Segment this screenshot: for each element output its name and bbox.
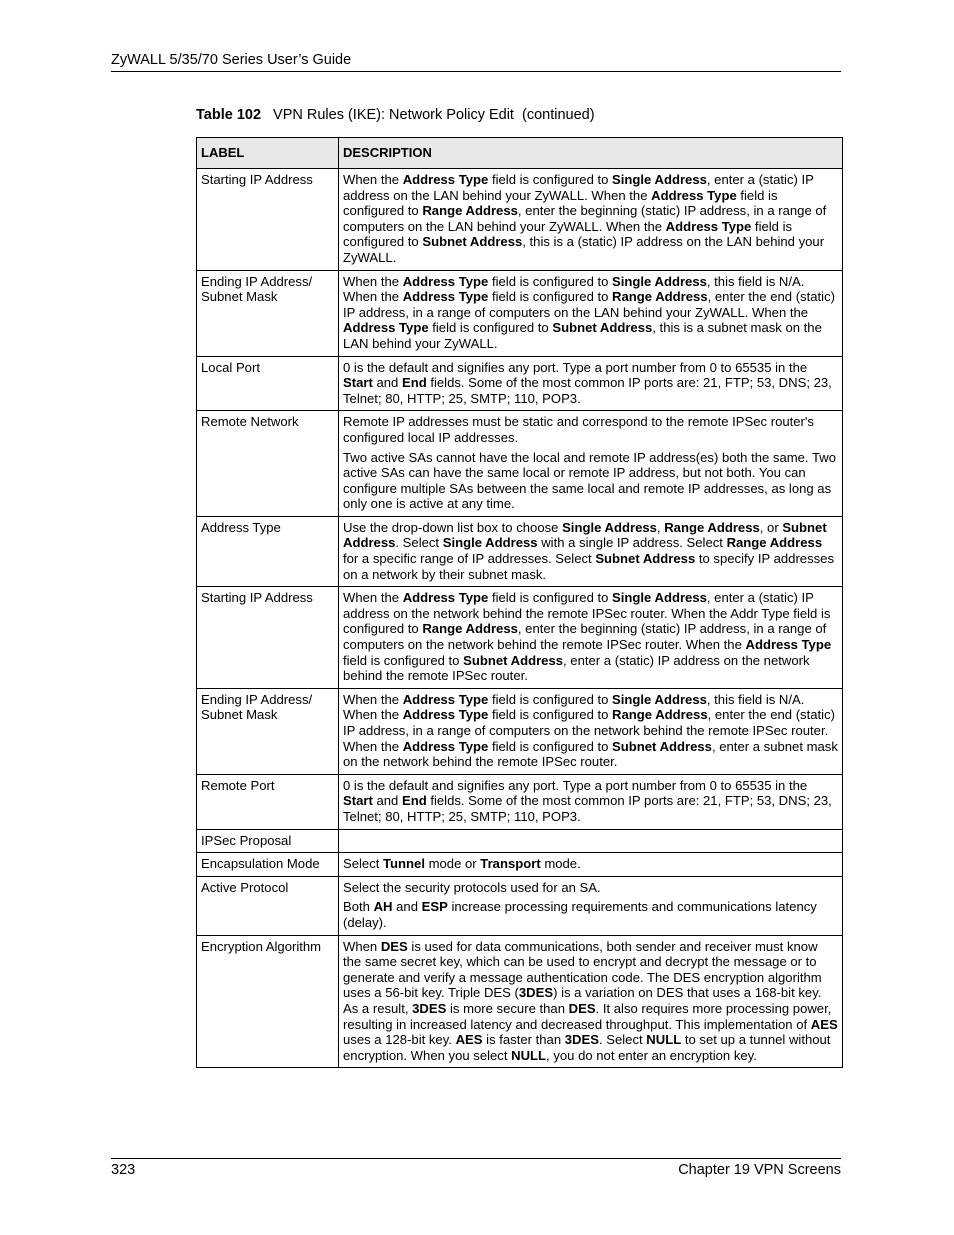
bold-term: Address Type (402, 590, 489, 606)
description-paragraph (343, 692, 838, 770)
row-label: Remote Network (197, 411, 339, 517)
description-paragraph (343, 899, 838, 930)
text-run: , or (759, 519, 783, 535)
bold-term: Range Address (612, 289, 708, 305)
bold-term: Range Address (422, 621, 518, 637)
table-row (197, 516, 843, 586)
table-row (197, 169, 843, 271)
bold-term: Range Address (664, 519, 760, 535)
text-run: , enter the end (static) IP address, in a range of computers on the network behind the remote IPSec router. When the (343, 707, 835, 754)
table-row (197, 270, 843, 356)
text-run: and (372, 375, 402, 391)
bold-term: Address Type (402, 707, 489, 723)
text-run: fields. Some of the most common IP ports are: 21, FTP; 53, DNS; 23, Telnet; 80, HTTP; 25, SMTP; 110, POP3. (343, 375, 832, 406)
text-run: field is configured to (343, 187, 778, 219)
bold-term: Address Type (745, 637, 832, 653)
page-header (111, 51, 841, 72)
row-label: Ending IP Address/ Subnet Mask (197, 688, 339, 774)
page-number: 323 (111, 1162, 136, 1178)
bold-term: Transport (480, 856, 541, 872)
text-run: field is configured to (488, 590, 613, 606)
row-description (339, 935, 843, 1068)
bold-term: Subnet Address (612, 738, 712, 754)
description-paragraph (343, 520, 838, 582)
text-run: , this is a subnet mask on the LAN behind your ZyWALL. (343, 320, 822, 351)
table-row (197, 411, 843, 517)
table-body (197, 169, 843, 1068)
text-run: fields. Some of the most common IP ports are: 21, FTP; 53, DNS; 23, Telnet; 80, HTTP; 25, SMTP; 110, POP3. (343, 793, 832, 824)
row-label: Encapsulation Mode (197, 853, 339, 877)
row-description (339, 774, 843, 829)
description-paragraph (343, 450, 838, 512)
bold-term: Single Address (612, 172, 707, 187)
text-run: , this field is N/A. When the (343, 273, 805, 305)
text-run: . Select (395, 535, 443, 551)
text-run: and (392, 899, 422, 915)
text-run: When the (343, 691, 403, 707)
bold-term: NULL (511, 1047, 547, 1063)
text-run: 0 is the default and signifies any port. Type a port number from 0 to 65535 in the (343, 359, 808, 375)
description-paragraph (343, 172, 838, 266)
text-run: uses a 128-bit key. (343, 1032, 456, 1048)
description-paragraph (343, 590, 838, 684)
text-run: is faster than (482, 1032, 565, 1048)
bold-term: Range Address (612, 707, 708, 723)
table-row (197, 876, 843, 935)
table-header-row (197, 138, 843, 169)
bold-term: Single Address (442, 535, 538, 551)
row-description (339, 270, 843, 356)
bold-term: Single Address (562, 519, 657, 535)
text-run: , (656, 519, 665, 535)
text-run: Two active SAs cannot have the local and remote IP address(es) both the same. Two active SAs can have the same local or remote IP address, but not both. You can configure multiple SAs between the same local and remote IP addresses, as long as only one is active at any time. (343, 449, 836, 512)
text-run: field is configured to (428, 320, 553, 336)
row-label: Address Type (197, 516, 339, 586)
text-run: , you do not enter an encryption key. (546, 1047, 757, 1063)
text-run: 0 is the default and signifies any port. Type a port number from 0 to 65535 in the (343, 777, 808, 793)
text-run: mode. (540, 856, 581, 872)
row-description (339, 829, 843, 853)
row-label: Encryption Algorithm (197, 935, 339, 1068)
text-run: to specify IP addresses on a network by their subnet mask. (343, 551, 835, 582)
text-run: , enter the beginning (static) IP address, in a range of computers on the LAN behind your ZyWALL. When the (343, 203, 827, 234)
text-run: , this field is N/A. When the (343, 691, 805, 723)
row-description (339, 853, 843, 877)
page-footer (111, 1158, 841, 1178)
description-paragraph (343, 778, 838, 825)
bold-term: Subnet Address (422, 234, 523, 250)
bold-term: 3DES (518, 985, 554, 1001)
bold-term: Address Type (402, 273, 489, 289)
label-column-header: LABEL (197, 138, 339, 169)
text-run: and (372, 793, 402, 809)
text-run: When (343, 938, 381, 954)
text-run: , this is a (static) IP address on the LAN behind your ZyWALL. (343, 234, 825, 265)
bold-term: 3DES (412, 1000, 447, 1016)
text-run: Remote IP addresses must be static and correspond to the remote IPSec router's configured local IP addresses. (343, 414, 814, 445)
table-row (197, 587, 843, 689)
text-run: , enter a (static) IP address on the network behind the remote IPSec router. When the Addr Type field is configured to (343, 590, 831, 637)
row-label: Remote Port (197, 774, 339, 829)
bold-term: Start (343, 793, 373, 809)
text-run: field is configured to (488, 172, 613, 187)
row-label: Starting IP Address (197, 169, 339, 271)
row-label: IPSec Proposal (197, 829, 339, 853)
text-run: field is configured to (488, 691, 613, 707)
text-run: to set up a tunnel without encryption. When you select (343, 1032, 831, 1063)
table-title: VPN Rules (IKE): Network Policy Edit (continued) (273, 107, 595, 123)
bold-term: Address Type (402, 289, 489, 305)
vpn-rules-table (196, 137, 843, 1068)
text-run: Select (343, 856, 384, 872)
row-label: Starting IP Address (197, 587, 339, 689)
bold-term: NULL (646, 1032, 682, 1048)
table-row (197, 688, 843, 774)
bold-term: AH (373, 899, 393, 915)
text-run: , enter a (static) IP address on the network behind the remote IPSec router. (343, 652, 810, 684)
table-caption (196, 107, 595, 123)
text-run: field is configured to (488, 289, 613, 305)
row-description (339, 169, 843, 271)
description-paragraph (343, 414, 838, 445)
text-run: increase processing requirements and communications latency (delay). (343, 899, 817, 930)
row-description (339, 688, 843, 774)
text-run: field is configured to (343, 218, 793, 250)
text-run: with a single IP address. Select (537, 535, 727, 551)
bold-term: Address Type (665, 218, 752, 234)
row-description (339, 411, 843, 517)
row-description (339, 587, 843, 689)
text-run: , enter a (static) IP address on the LAN behind your ZyWALL. When the (343, 172, 814, 203)
text-run: mode or (424, 856, 481, 872)
bold-term: Start (343, 375, 373, 391)
description-paragraph (343, 939, 838, 1064)
bold-term: Address Type (343, 320, 429, 336)
bold-term: Tunnel (383, 856, 425, 872)
bold-term: Single Address (612, 691, 707, 707)
bold-term: Address Type (402, 691, 489, 707)
text-run: . Select (598, 1032, 647, 1048)
text-run: , enter the end (static) IP address, in a range of computers on the LAN behind your ZyWALL. When the (343, 289, 835, 320)
bold-term: 3DES (564, 1032, 599, 1048)
table-row (197, 935, 843, 1068)
row-label: Local Port (197, 356, 339, 411)
text-run: . It also requires more processing power, resulting in increased latency and decreased throughput. This implementation of (343, 1000, 832, 1032)
text-run: When the (343, 590, 403, 606)
text-run: When the (343, 273, 403, 289)
bold-term: Subnet Address (463, 652, 564, 668)
text-run: field is configured to (488, 273, 613, 289)
description-column-header: DESCRIPTION (339, 138, 843, 169)
description-paragraph (343, 360, 838, 407)
bold-term: Single Address (612, 273, 707, 289)
bold-term: DES (568, 1000, 596, 1016)
table-number: Table 102 (196, 107, 262, 123)
bold-term: End (401, 793, 427, 809)
text-run: Select the security protocols used for an SA. (343, 879, 601, 895)
row-description (339, 356, 843, 411)
bold-term: End (401, 375, 427, 391)
bold-term: ESP (421, 899, 448, 915)
row-description (339, 876, 843, 935)
bold-term: Address Type (402, 738, 489, 754)
text-run: Both (343, 899, 374, 915)
bold-term: DES (380, 938, 408, 954)
bold-term: Address Type (402, 172, 489, 187)
bold-term: Subnet Address (595, 551, 696, 567)
bold-term: AES (455, 1032, 483, 1048)
row-label: Ending IP Address/ Subnet Mask (197, 270, 339, 356)
row-label: Active Protocol (197, 876, 339, 935)
bold-term: Subnet Address (343, 519, 827, 551)
description-paragraph (343, 856, 838, 872)
table-row (197, 356, 843, 411)
bold-term: Address Type (651, 187, 737, 203)
bold-term: Range Address (726, 535, 823, 551)
chapter-title: Chapter 19 VPN Screens (678, 1162, 841, 1178)
bold-term: Single Address (612, 590, 707, 606)
text-run: for a specific range of IP addresses. Select (343, 551, 596, 567)
text-run: When the (343, 172, 403, 187)
text-run: field is configured to (488, 707, 613, 723)
bold-term: Range Address (422, 203, 518, 219)
text-run: field is configured to (343, 652, 464, 668)
bold-term: AES (810, 1016, 838, 1032)
text-run: , enter a subnet mask on the network behind the remote IPSec router. (343, 738, 838, 770)
table-row (197, 853, 843, 877)
table-row (197, 774, 843, 829)
text-run: ) is a variation on DES that uses a 168-bit key. As a result, (343, 985, 822, 1016)
text-run: field is configured to (488, 738, 613, 754)
text-run: is used for data communications, both sender and receiver must know the same secret key, which can be used to encrypt and decrypt the message or to generate and verify a message authentication code. The DES encryption algorithm uses a 56-bit key. Triple DES ( (343, 938, 822, 1001)
description-paragraph (343, 880, 838, 896)
table-row (197, 829, 843, 853)
bold-term: Subnet Address (552, 320, 653, 336)
row-description (339, 516, 843, 586)
text-run: Use the drop-down list box to choose (343, 519, 563, 535)
description-paragraph (343, 274, 838, 352)
document-title: ZyWALL 5/35/70 Series User’s Guide (111, 52, 352, 68)
text-run: is more secure than (446, 1000, 569, 1016)
text-run: , enter the beginning (static) IP address, in a range of computers on the network behind the remote IPSec router. When the (343, 621, 827, 653)
